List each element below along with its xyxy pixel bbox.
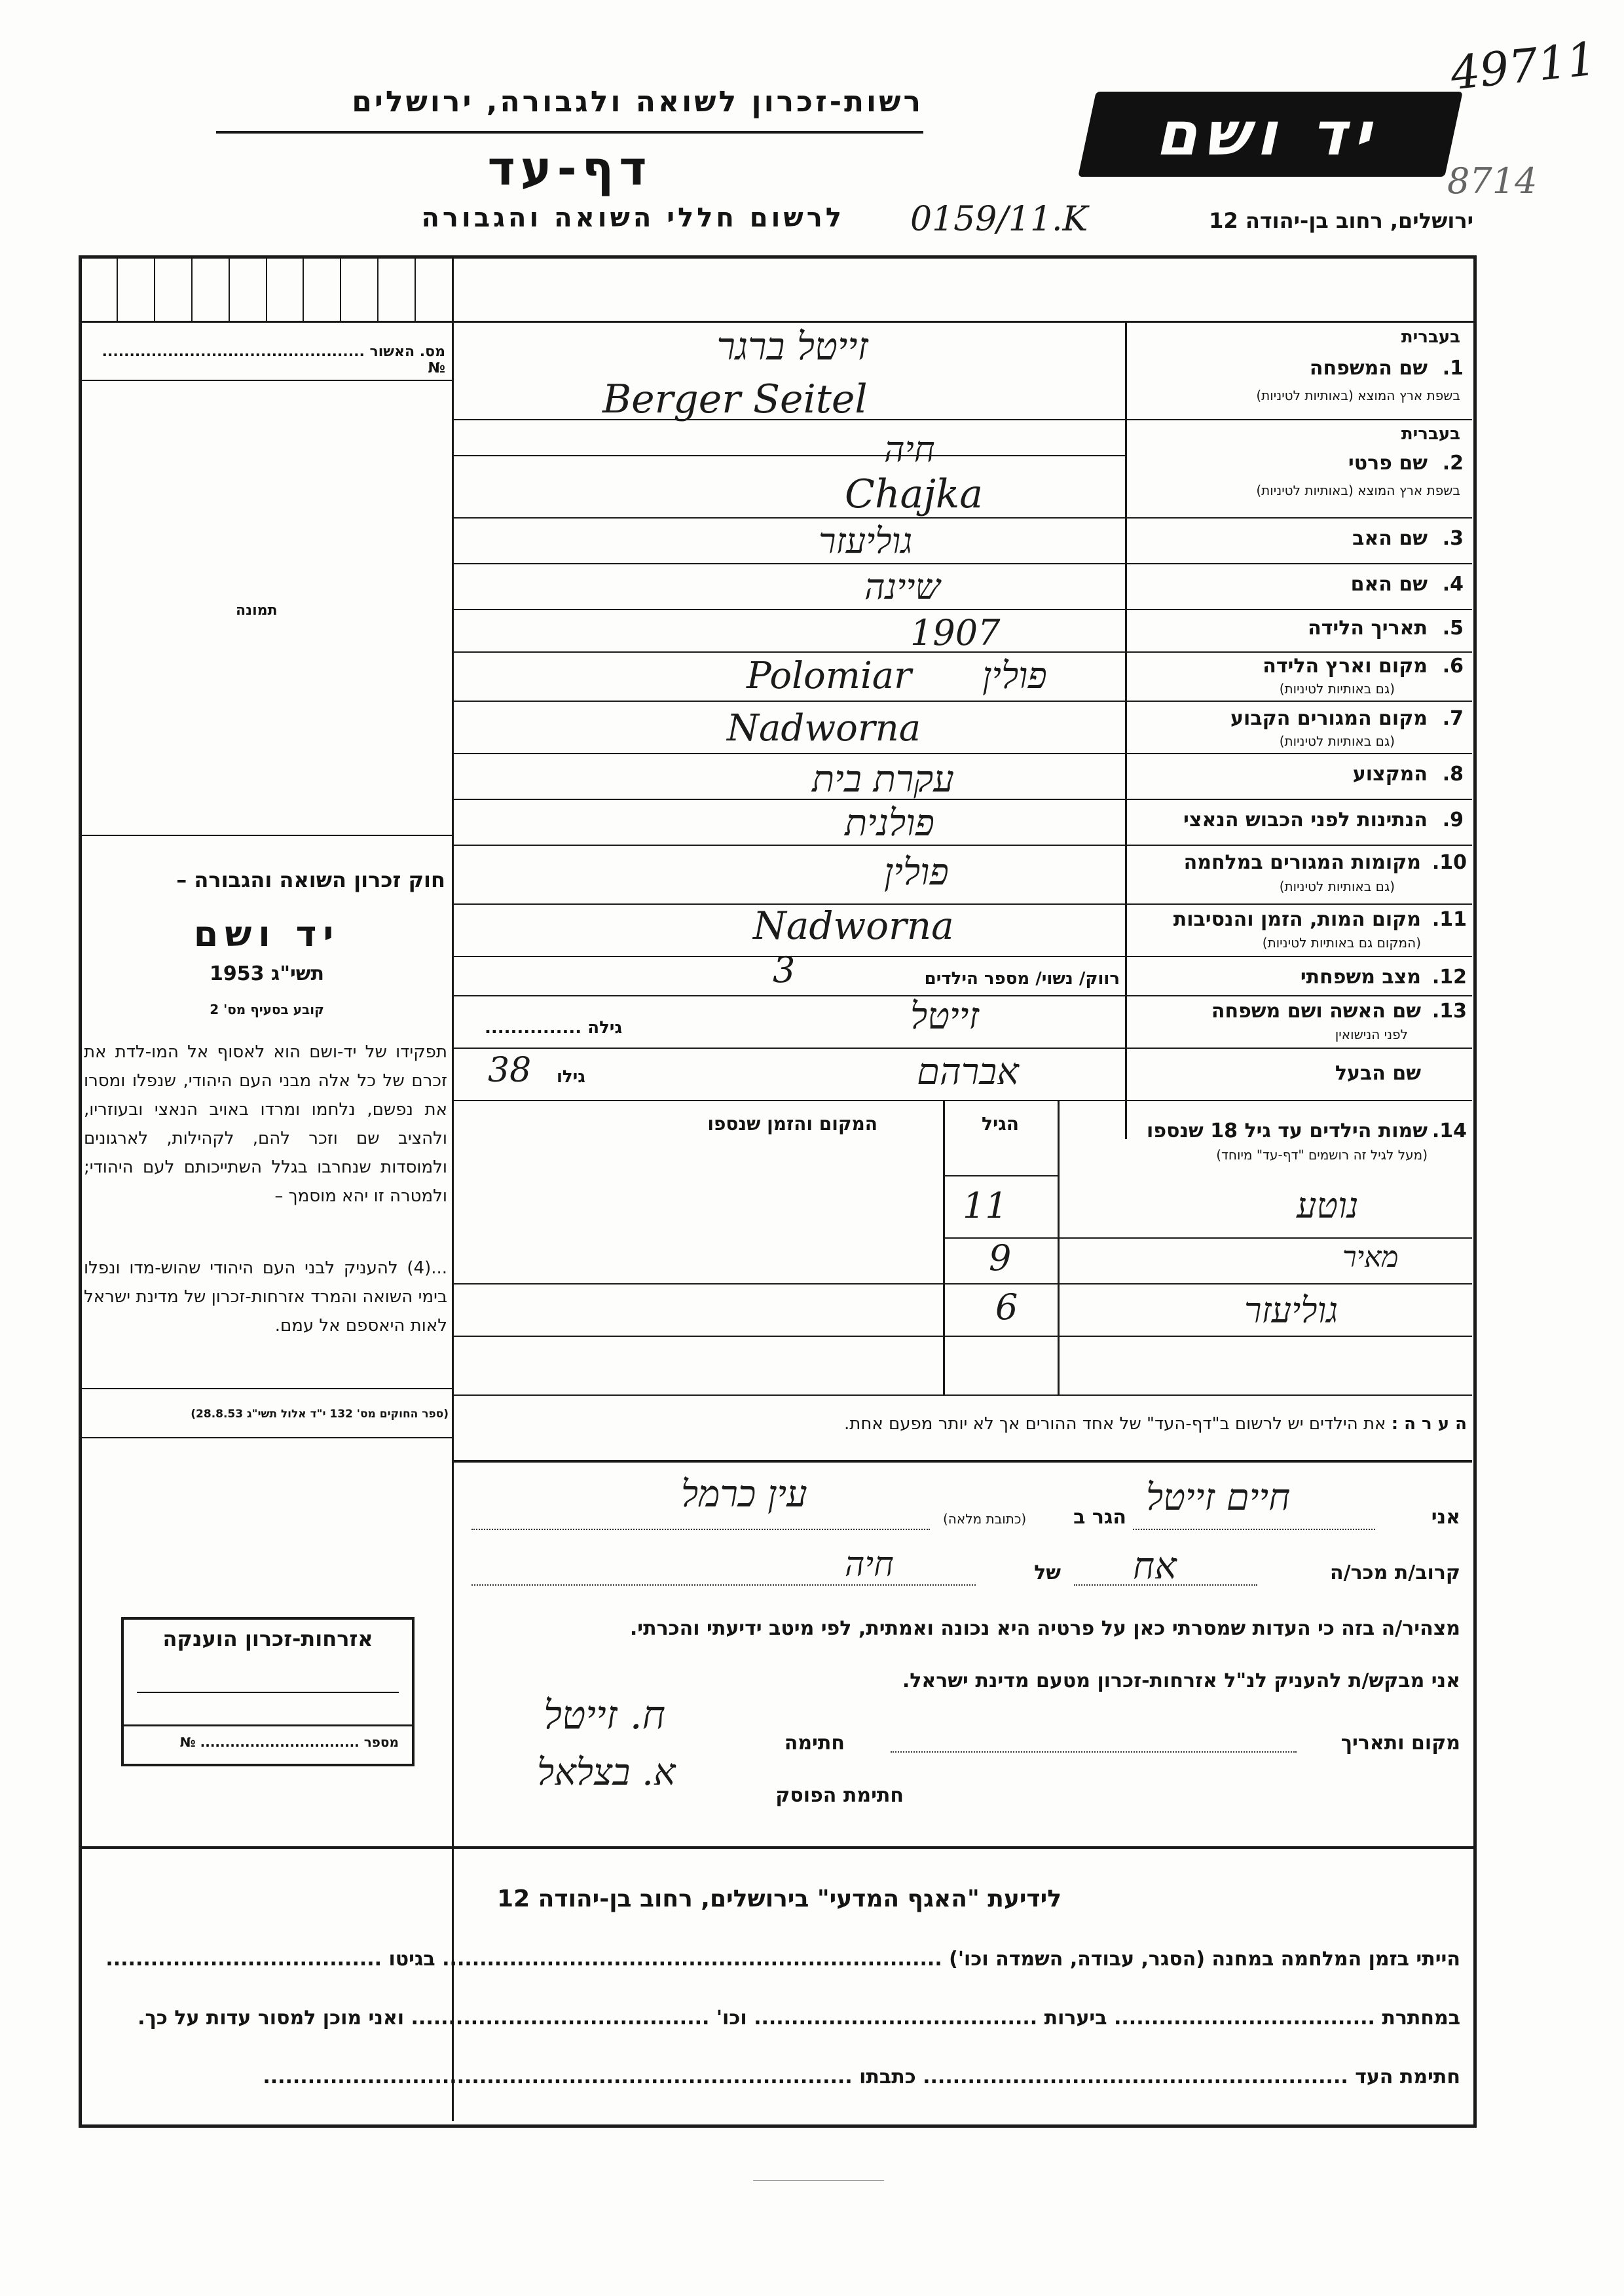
field-3-value: גוליעזר [819,520,913,562]
law-org: יד ושם [193,913,341,955]
field-2-value-hebrew: חיה [884,429,935,470]
law-text-1: תפקידו של יד-ושם הוא לאסוף אל המו-לדת את זכרם של כל אלה מבני העם היהודי, שנפלו ומסרו את נפשם, נלחמו ומרדו באויב הנאצי ובעוזריו, ולהציב שם וזכר להם, לקהילות, לארגונים ולמוסדות שנחרבו בגלל השתייכותם לעם היהודי; ולמטרה זו יהא מוסמך – [84,1042,447,1206]
field-1-label: שם המשפחה [1309,357,1428,380]
top-strip-bottom [79,321,1473,323]
certificate-line-1 [137,1692,399,1693]
field-10-value: פולין [884,851,949,894]
field-11-label: מקום המות, הזמן והנסיבות [1173,908,1421,931]
field-8-number: 8. [1442,763,1464,786]
authority-underline [216,131,923,134]
row-line [1125,419,1472,420]
husband-label: שם הבעל [1335,1062,1421,1085]
row-line [453,845,1472,846]
field-9-number: 9. [1442,809,1464,831]
row-line [453,753,1472,754]
signature-label: חתימה [784,1732,845,1755]
field-6-value-latin: Polomiar [747,655,912,697]
row-line [453,1100,1472,1101]
field-1-value-latin: Berger Seitel [602,376,868,422]
field-10-number: 10. [1431,851,1467,874]
field-2-number: 2. [1442,452,1464,475]
law-text-2: ...(4) להעניק לבני העם היהודי שהוש-מדו ונפלו בימי השואה והמרד אזרחות-זכרון של מדינת ישראל לאות היאספם אל עמם. [84,1258,447,1336]
note-bottom [453,1460,1472,1463]
field-1-value-hebrew: זייטל ברגר [716,324,868,369]
declaration-request: אני מבקש/ת להעניק לנ"ל אזרחות-זכרון מטעם מדינת ישראל. [902,1669,1460,1692]
of-line [471,1584,976,1586]
note-text: את הילדים יש לרשום ב"דף-העד" של אחד ההורים אך לא יותר מפעם אחת. [844,1414,1386,1434]
field-9-value: פולנית [845,802,934,845]
field-9-label: הנתינות לפני הכבוש הנאצי [1183,809,1428,831]
approval-line [79,380,453,381]
address-value: עין כרמל [681,1473,807,1516]
children-row-line [943,1237,1472,1239]
field-4-value: שיינה [864,566,940,608]
approval-number: מס. האשור ................................................ № [101,344,445,376]
child-2-name: מאיר [1342,1241,1399,1274]
row-line [453,517,1472,519]
field-10-label: מקומות המגורים במלחמה [1183,851,1421,874]
in-hebrew-label-2: בעברית [1401,424,1460,444]
field-7-number: 7. [1442,707,1464,730]
field-14-sub: (מעל לגיל זה רושמים "דף-עד" מיוחד) [1216,1147,1428,1163]
row-line [453,956,1472,957]
officer-value: א. בצלאל [537,1751,676,1794]
bottom-line-1: הייתי בזמן המלחמה במחנה (הסגר, עבודה, השמדה וכו') ................................................................... בגיטו ..................................... [105,1948,1460,1971]
field-11-sub: (המקום גם באותיות לטיניות) [1262,935,1421,951]
place-date-line [891,1751,1297,1753]
certificate-number: מספר ................................ № [179,1734,399,1750]
i-value: חיים זייטל [1146,1476,1291,1519]
field-10-sub: (גם באותיות לטיניות) [1279,879,1395,894]
form-subtitle: לרשום חללי השואה והגבורה [421,203,845,233]
law-source: (ספר החוקים מס' 132 י"ד אלול תשי"ג 28.8.53) [191,1408,449,1421]
row-line [453,563,1472,564]
field-4-label: שם האם [1350,573,1428,596]
field-6-value-hebrew: פולין [982,655,1047,697]
field-7-sub: (גם באותיות לטיניות) [1279,733,1395,749]
law-year: תשי"ג 1953 [209,962,325,985]
certificate-box [121,1617,415,1766]
place-date-label: מקום ותאריך [1340,1732,1460,1755]
child-3-age: 6 [995,1286,1018,1328]
law-source-bottom [79,1437,453,1438]
children-row-line [453,1336,1472,1337]
row-line [453,903,1472,905]
field-8-value: עקרת בית [812,758,954,801]
certificate-title: אזרחות-זכרון הוענקה [162,1626,373,1651]
field-1-sub: בשפת ארץ המוצא (באותיות לטיניות) [1256,388,1460,403]
field-11-number: 11. [1431,908,1467,931]
field-6-label: מקום וארץ הלידה [1263,655,1428,678]
note-label: ה ע ר ה : [1391,1414,1467,1434]
logo-text: יד ושם [1152,99,1389,169]
children-row-line [943,1175,1058,1176]
children-divider-1 [943,1100,945,1394]
field-7-label: מקום המגורים הקבוע [1230,707,1428,730]
child-3-name: גוליעזר [1244,1290,1338,1331]
of-value: חיה [845,1545,894,1584]
field-13-label: שם האשה ושם משפחה [1211,1000,1421,1023]
field-12-number: 12. [1431,966,1467,989]
authority-title: רשות-זכרון לשואה ולגבורה, ירושלים [352,85,923,118]
husband-age-label: גילו [557,1067,585,1087]
relative-value: אח [1133,1545,1177,1588]
field-13-age: גילה ............... [485,1018,623,1038]
declaration-statement: מצהיר/ה בזה כי העדות שמסרתי כאן על פרטיה היא נכונה ואמתית, לפי מיטב ידיעתי והכרתי. [629,1617,1460,1640]
address-line [471,1529,930,1530]
child-2-age: 9 [989,1237,1012,1279]
field-5-label: תאריך הלידה [1308,617,1428,640]
field-12-value: 3 [773,949,796,991]
children-row-line [453,1394,1472,1396]
row-line [453,609,1472,610]
field-3-label: שם האב [1352,527,1428,550]
field-3-number: 3. [1442,527,1464,550]
address: ירושלים, רחוב בן-יהודה 12 [1209,208,1473,233]
row-line [453,1048,1472,1049]
top-handwritten-number: 49711 [1448,31,1599,101]
bottom-title: לידיעת "האגף המדעי" בירושלים, רחוב בן-יהודה 12 [497,1886,1061,1912]
certificate-line-2 [124,1724,412,1726]
row-line [453,799,1472,800]
label-column-divider [1125,321,1127,1139]
child-1-name: נוטע [1297,1185,1359,1226]
field-13-number: 13. [1431,1000,1467,1023]
strip-divider [452,255,454,2121]
note [471,1414,1467,1434]
law-title: חוק זכרון השואה והגבורה – [176,867,445,892]
field-4-number: 4. [1442,573,1464,596]
field-1-number: 1. [1442,357,1464,380]
i-label: אני [1431,1506,1460,1529]
law-source-top [79,1388,453,1389]
address-hint: (כתובת מלאה) [943,1511,1027,1527]
in-hebrew-label-1: בעברית [1401,327,1460,347]
law-clause: קובע בסעיף מס' 2 [210,1002,324,1017]
husband-value: אברהם [917,1051,1019,1093]
child-1-age: 11 [963,1185,1008,1226]
field-6-number: 6. [1442,655,1464,678]
place-header: המקום והזמן שנספו [707,1113,877,1135]
signature-value: ח. זייטל [544,1692,666,1738]
yad-vashem-logo [1078,92,1463,177]
bottom-line-3: חתימת העד ......................................................... כתבתו ............................................................................... [263,2066,1460,2088]
form-title: דף-עד [487,141,652,196]
bottom-section-top [79,1846,1473,1849]
stamp-number: 8714 [1447,160,1538,202]
field-8-label: המקצוע [1352,763,1428,786]
field-5-value: 1907 [910,612,1001,653]
field-12-options: רווק/ נשוי/ מספר הילדים [924,969,1120,989]
scan-mark [753,2180,884,2181]
reference-number: 0159/11.K [910,200,1088,239]
field-13-value: זייטל [910,995,979,1038]
relative-label: קרוב/ת מכר/ה [1330,1561,1460,1584]
husband-age-value: 38 [488,1051,532,1090]
field-11-value: Nadworna [753,903,954,948]
row-line [453,455,1125,456]
of-label: של [1034,1561,1061,1584]
field-12-label: מצב משפחתי [1300,966,1421,989]
resides-label: הגר ב [1073,1506,1126,1529]
field-13-sub: לפני הנישואין [1335,1027,1408,1042]
row-line [453,701,1472,702]
children-divider-2 [1058,1100,1060,1394]
i-line [1133,1529,1375,1530]
field-14-label: שמות הילדים עד גיל 18 שנספו [1147,1120,1428,1142]
field-14-number: 14. [1431,1120,1467,1142]
field-7-value: Nadworna [727,707,921,750]
field-6-sub: (גם באותיות לטיניות) [1279,681,1395,697]
age-header: הגיל [982,1113,1019,1135]
strip-boxes [81,257,452,321]
field-2-value-latin: Chajka [845,471,984,517]
officer-label: חתימת הפוסק [775,1784,904,1807]
children-row-line [453,1283,1472,1285]
photo-box-bottom [79,835,453,836]
bottom-line-2: במחתרת ................................... ביערות ...................................... וכו' ........................................ ואני מוכן למסור עדות על כך. [138,2007,1460,2030]
photo-label: תמונה [236,602,278,619]
field-2-sub: בשפת ארץ המוצא (באותיות לטיניות) [1256,483,1460,498]
field-2-label: שם פרטי [1348,452,1428,475]
field-5-number: 5. [1442,617,1464,640]
